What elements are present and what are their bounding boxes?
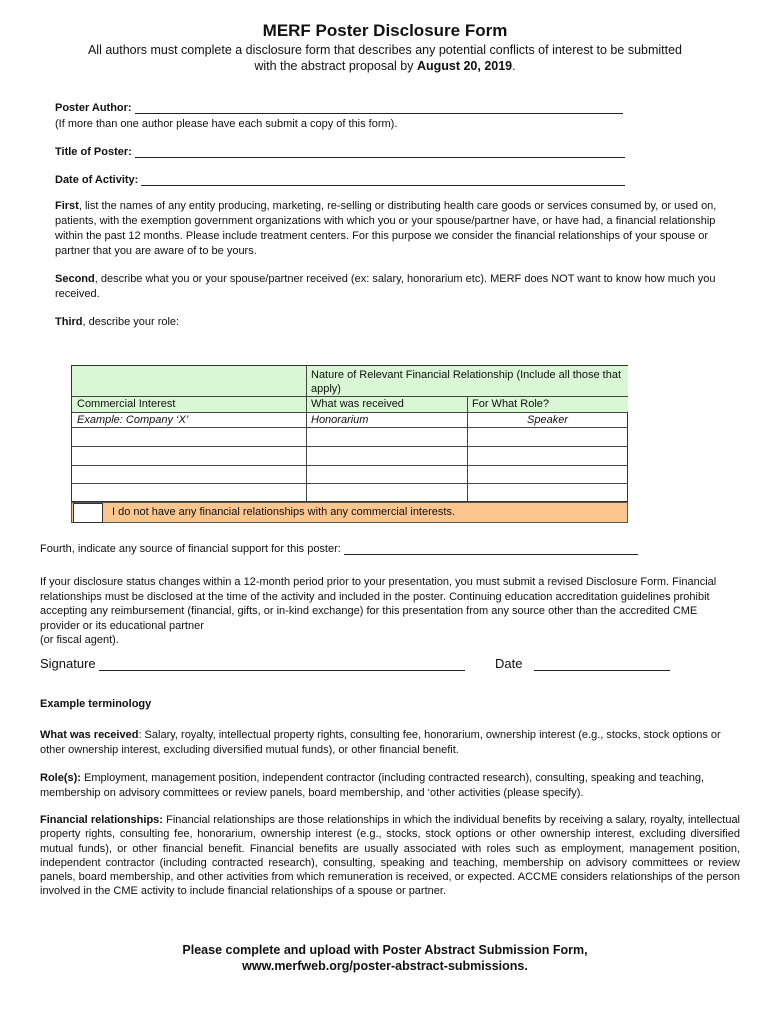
- no-relationship-text: I do not have any financial relationships with any commercial interests.: [112, 506, 456, 518]
- first-text: , list the names of any entity producing, marketing, re-selling or distributing health care goods or services consumed by, or used on, patients, with the exemption government organizations with which you or your spouse/partner have, or have had, a financial relationship within the past 12 months. Please include treatment centers. For this purpose we consider the financial relationships of your spouse or partner that you are aware of to be yours.: [55, 200, 717, 257]
- intro-text: [80, 42, 690, 74]
- title-row: [55, 146, 625, 158]
- title-input[interactable]: [135, 146, 625, 158]
- poster-author-label: Poster Author:: [55, 102, 132, 114]
- signature-label: Signature: [40, 656, 96, 671]
- financial-support-input[interactable]: [344, 543, 638, 555]
- term-roles: [40, 771, 740, 800]
- role-input[interactable]: [468, 428, 628, 502]
- date-activity-input[interactable]: [141, 174, 625, 186]
- footer-link[interactable]: www.merfweb.org/poster-abstract-submissions.: [242, 959, 528, 973]
- received-input[interactable]: [307, 428, 467, 502]
- no-relationship-row: [71, 502, 628, 523]
- intro-post: .: [512, 59, 516, 73]
- date-row: [55, 174, 625, 186]
- term-roles-text: Employment, management position, independent contractor (including contracted research), consulting, speaking and teaching, membership on advisory committees or review panels, board membership, and ‘other activities (please specify).: [40, 772, 705, 799]
- status-change-text: If your disclosure status changes within a 12-month period prior to your presentation, you must submit a revised Disclosure Form. Financial relationships must be disclosed at the time of the activity and included in the poster. Continuing education accreditation guidelines prohibit accepting any reimbursement (financial, gifts, or in-kind exchange) for this presentation from any source other than the accredited CME provider or its educational partner: [40, 576, 717, 632]
- second-text: , describe what you or your spouse/partner received (ex: salary, honorarium etc). MERF does NOT want to know how much you received.: [55, 273, 716, 300]
- terminology-heading: Example terminology: [40, 698, 152, 710]
- signature-input[interactable]: [99, 658, 465, 671]
- example-received: Honorarium: [311, 414, 369, 426]
- col-commercial-header: Commercial Interest: [72, 396, 306, 412]
- term-financial-text: Financial relationships are those relationships in which the individual benefits by receiving a salary, royalty, intellectual property rights, consulting fee, honorarium, ownership interest (e.g., stocks, stock options or other ownership interest, excluding diversified mutual funds), or other financial benefit. Financial benefits are usually associated with roles such as employment, management position, independent contractor (including contracted research), consulting, speaking and teaching, membership on advisory committees or review panels, board membership, and other activities from which remuneration is received, or expected. ACCME considers relationships of the person involved in the CME activity to include financial relationships of a spouse or partner.: [40, 814, 740, 898]
- date-activity-label: Date of Activity:: [55, 174, 139, 186]
- term-financial: [40, 813, 740, 899]
- first-step: [55, 199, 725, 259]
- third-step: [55, 315, 725, 330]
- no-relationship-checkbox[interactable]: [73, 503, 103, 523]
- term-received: [40, 728, 740, 757]
- footer: [0, 942, 770, 974]
- example-role: Speaker: [527, 414, 568, 426]
- title-label: Title of Poster:: [55, 146, 132, 158]
- disclosure-table: [71, 365, 628, 502]
- fiscal-agent-text: (or fiscal agent).: [40, 634, 119, 646]
- term-received-label: What was received: [40, 729, 139, 741]
- intro-pre: All authors must complete a disclosure form that describes any potential conflicts of interest to be submitted with the abstract proposal by: [87, 43, 683, 73]
- commercial-interest-input[interactable]: [72, 428, 306, 502]
- fourth-text: Fourth, indicate any source of financial support for this poster:: [40, 543, 341, 555]
- example-company: Example: Company ‘X’: [77, 414, 189, 426]
- footer-line1: Please complete and upload with Poster Abstract Submission Form,: [182, 943, 588, 957]
- col-role-header: For What Role?: [467, 396, 628, 412]
- first-label: First: [55, 200, 79, 212]
- signature-row: [40, 656, 465, 671]
- fourth-row: [40, 543, 638, 555]
- group-header: Nature of Relevant Financial Relationship (Include all those that apply): [306, 366, 628, 396]
- col-received-header: What was received: [306, 396, 467, 412]
- date-label: Date: [495, 656, 523, 671]
- second-step: [55, 272, 725, 302]
- third-text: , describe your role:: [82, 316, 180, 328]
- page-title: MERF Poster Disclosure Form: [262, 21, 508, 40]
- term-financial-label: Financial relationships:: [40, 814, 163, 826]
- poster-author-row: [55, 102, 623, 114]
- poster-author-input[interactable]: [135, 102, 623, 114]
- term-received-text: : Salary, royalty, intellectual property rights, consulting fee, honorarium, ownership interest (e.g., stocks, stock options or other ownership interest, excluding diversified mutual funds), or other financial benefit.: [40, 729, 721, 756]
- second-label: Second: [55, 273, 95, 285]
- date-input[interactable]: [534, 658, 670, 671]
- poster-author-note: (If more than one author please have each submit a copy of this form).: [55, 118, 398, 130]
- intro-deadline: August 20, 2019: [416, 59, 513, 73]
- third-label: Third: [55, 316, 83, 328]
- term-roles-label: Role(s):: [40, 772, 81, 784]
- date-sign-row: [495, 656, 670, 671]
